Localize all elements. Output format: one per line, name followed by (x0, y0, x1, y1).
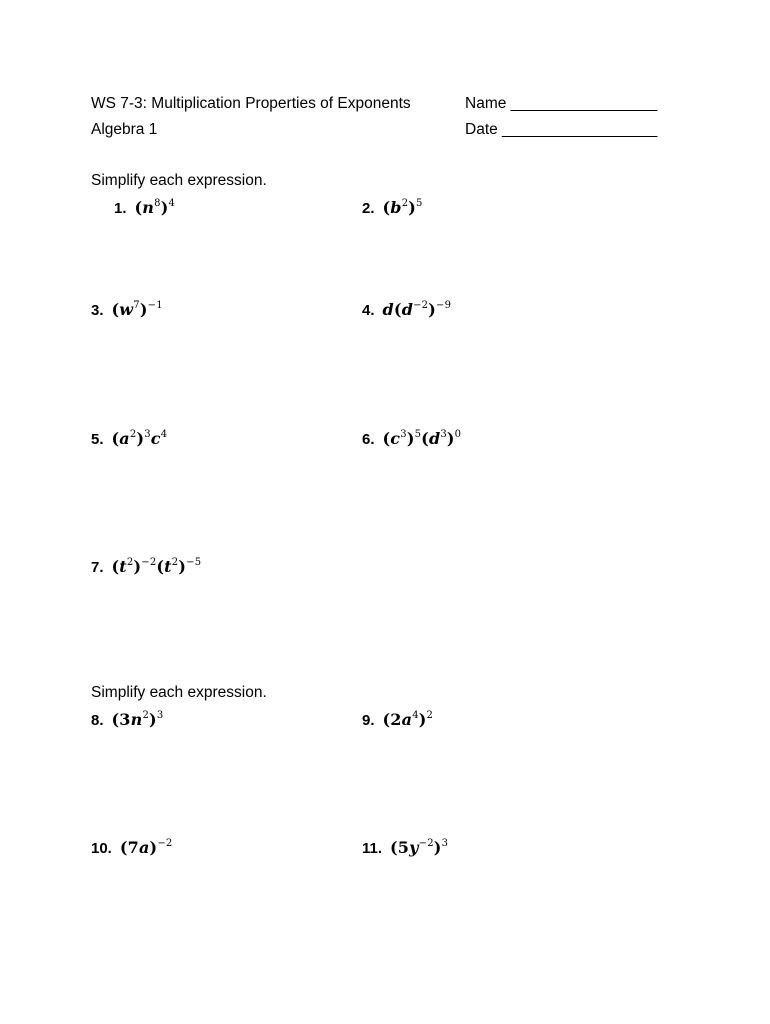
problem-expression: $d(d^{-2})^{-9}$ (382, 299, 452, 319)
problem-number: 11. (362, 840, 383, 857)
problem-expression: $(2a^4)^2$ (382, 709, 434, 729)
problem-number: 7. (91, 559, 104, 576)
problem-expression: $(a^2)^3c^4$ (111, 428, 168, 448)
problem-expression: $(3n^2)^3$ (111, 709, 164, 729)
problem-expression: $(5y^{-2})^3$ (390, 837, 449, 857)
course-label: Algebra 1 (91, 121, 158, 138)
problem-expression: $(n^8)^4$ (134, 197, 176, 217)
problem-expression: $(7a)^{-2}$ (119, 837, 173, 857)
problem-expression: $(w^7)^{-1}$ (111, 299, 163, 319)
problem-number: 6. (362, 431, 375, 448)
problem-number: 1. (114, 200, 127, 217)
problem-number: 8. (91, 712, 104, 729)
section-instruction-1: Simplify each expression. (91, 172, 267, 189)
problem-4 (362, 300, 451, 319)
problem-number: 5. (91, 431, 104, 448)
problem-5 (91, 429, 167, 448)
problem-number: 9. (362, 712, 375, 729)
problem-10 (91, 838, 172, 857)
worksheet-title: WS 7-3: Multiplication Properties of Exponents (91, 95, 411, 112)
problem-number: 2. (362, 200, 375, 217)
problem-8 (91, 710, 163, 729)
problem-1 (114, 198, 175, 217)
name-field: Name _________________ (465, 95, 658, 112)
problem-7 (91, 557, 201, 576)
problem-3 (91, 300, 163, 319)
problem-expression: $(t^2)^{-2}(t^2)^{-5}$ (111, 556, 202, 576)
problem-number: 4. (362, 302, 375, 319)
date-field: Date __________________ (465, 121, 658, 138)
problem-9 (362, 710, 433, 729)
section-instruction-2: Simplify each expression. (91, 684, 267, 701)
problem-expression: $(c^3)^5(d^3)^0$ (382, 428, 462, 448)
problem-number: 3. (91, 302, 104, 319)
problem-2 (362, 198, 423, 217)
problem-expression: $(b^2)^5$ (382, 197, 423, 217)
problem-6 (362, 429, 461, 448)
problem-11 (362, 838, 448, 857)
problem-number: 10. (91, 840, 112, 857)
